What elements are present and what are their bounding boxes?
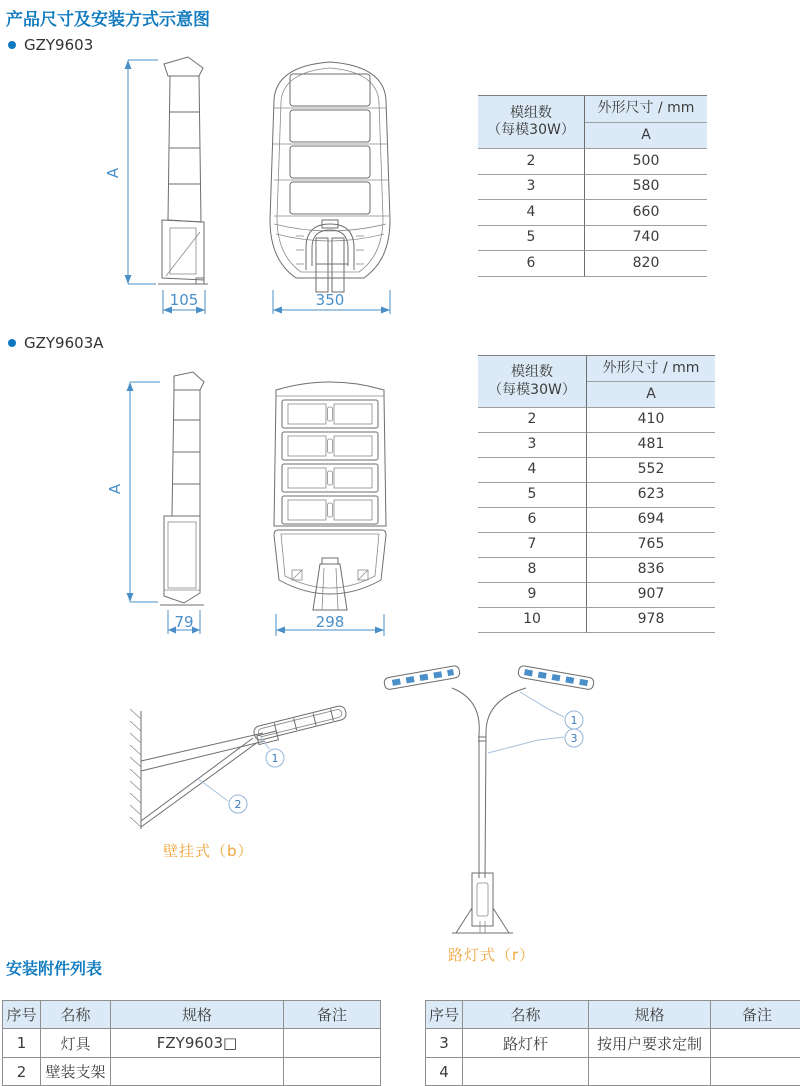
model-name: GZY9603A	[24, 334, 104, 352]
col-header: 序号	[426, 1001, 463, 1029]
col-header: 备注	[284, 1001, 381, 1029]
col-header: 名称	[463, 1001, 589, 1029]
table-cell: 2	[478, 408, 587, 433]
table-cell: 580	[585, 175, 707, 201]
table-cell	[463, 1058, 589, 1086]
right-lamp-head	[518, 665, 595, 690]
table-cell	[711, 1058, 800, 1086]
table-cell: 9	[478, 583, 587, 608]
wall-hatch	[130, 709, 141, 829]
table-cell: 灯具	[41, 1029, 111, 1058]
dim-front-width-1: 350	[315, 291, 345, 309]
table-cell: 481	[587, 433, 715, 458]
model-bullet-gzy9603a	[8, 334, 104, 352]
accessories-title: 安装附件列表	[6, 959, 103, 978]
bullet-icon	[8, 339, 16, 347]
table-cell: 410	[587, 408, 715, 433]
table-cell: 820	[585, 251, 707, 277]
left-lamp-head	[384, 665, 461, 690]
bullet-icon	[8, 41, 16, 49]
table-cell: 4	[426, 1058, 463, 1086]
callout-1: 1	[570, 714, 578, 727]
pole-mount-caption: 路灯式（r）	[448, 946, 536, 964]
table-cell: 765	[587, 533, 715, 558]
table-cell: 5	[478, 483, 587, 508]
dim-side-width-1: 105	[169, 291, 199, 309]
table-cell: 2	[3, 1058, 41, 1086]
col-header: 备注	[711, 1001, 800, 1029]
table-cell	[589, 1058, 711, 1086]
table-cell: 5	[478, 226, 585, 252]
gzy9603a-dimension-drawing	[100, 368, 460, 646]
model-name: GZY9603	[24, 36, 94, 54]
lamp-head	[253, 705, 349, 745]
wall-mount-caption: 壁挂式（b）	[163, 842, 254, 860]
dim-height-a-1: A	[104, 167, 122, 179]
dim-front-width-2: 298	[315, 613, 345, 631]
table-cell: 623	[587, 483, 715, 508]
table-header-dimension: 外形尺寸 / mm	[587, 356, 715, 382]
wall-mount-diagram	[115, 675, 350, 840]
led-module-rows	[282, 400, 378, 524]
table-header-dimension: 外形尺寸 / mm	[585, 96, 707, 123]
table-cell: 836	[587, 558, 715, 583]
gzy9603-side-view	[158, 57, 208, 284]
pole-mount-diagram	[368, 646, 610, 942]
gzy9603a-size-table	[478, 355, 715, 633]
table-subheader-a: A	[585, 123, 707, 149]
dim-side-width-2: 79	[174, 613, 194, 631]
table-cell	[711, 1029, 800, 1058]
table-header-modules: 模组数 （每模30W）	[478, 96, 585, 149]
page-title: 产品尺寸及安装方式示意图	[6, 10, 210, 30]
pole	[452, 688, 526, 933]
col-header: 序号	[3, 1001, 41, 1029]
table-cell	[111, 1058, 284, 1086]
table-cell: 3	[426, 1029, 463, 1058]
table-cell: 6	[478, 508, 587, 533]
table-cell: 1	[3, 1029, 41, 1058]
col-header: 规格	[111, 1001, 284, 1029]
table-cell: FZY9603□	[111, 1029, 284, 1058]
table-cell: 3	[478, 433, 587, 458]
callout-1: 1	[271, 752, 279, 765]
gzy9603a-front-view	[274, 382, 386, 610]
col-header: 名称	[41, 1001, 111, 1029]
callout-2: 2	[234, 798, 242, 811]
table-cell: 2	[478, 149, 585, 175]
table-cell: 8	[478, 558, 587, 583]
wall-bracket	[141, 733, 265, 827]
table-cell: 3	[478, 175, 585, 201]
table-cell: 740	[585, 226, 707, 252]
table-cell: 按用户要求定制	[589, 1029, 711, 1058]
gzy9603-front-view	[270, 62, 390, 292]
table-cell: 壁装支架	[41, 1058, 111, 1086]
gzy9603-dimension-drawing	[100, 52, 460, 317]
table-header-modules: 模组数 （每模30W）	[478, 356, 587, 408]
table-cell: 660	[585, 200, 707, 226]
callout-3: 3	[570, 732, 578, 745]
table-cell: 路灯杆	[463, 1029, 589, 1058]
table-cell: 6	[478, 251, 585, 277]
accessories-table-left	[2, 1000, 381, 1086]
dim-height-a-2: A	[106, 483, 124, 495]
table-cell: 500	[585, 149, 707, 175]
table-cell: 552	[587, 458, 715, 483]
table-cell: 694	[587, 508, 715, 533]
col-header: 规格	[589, 1001, 711, 1029]
table-cell	[284, 1029, 381, 1058]
table-cell: 978	[587, 608, 715, 633]
gzy9603a-side-view	[160, 372, 204, 605]
table-cell: 4	[478, 200, 585, 226]
table-cell: 10	[478, 608, 587, 633]
model-bullet-gzy9603	[8, 36, 93, 54]
table-cell: 907	[587, 583, 715, 608]
table-subheader-a: A	[587, 382, 715, 408]
accessories-table-right	[425, 1000, 800, 1086]
gzy9603-size-table	[478, 95, 707, 277]
table-cell: 7	[478, 533, 587, 558]
table-cell	[284, 1058, 381, 1086]
table-cell: 4	[478, 458, 587, 483]
